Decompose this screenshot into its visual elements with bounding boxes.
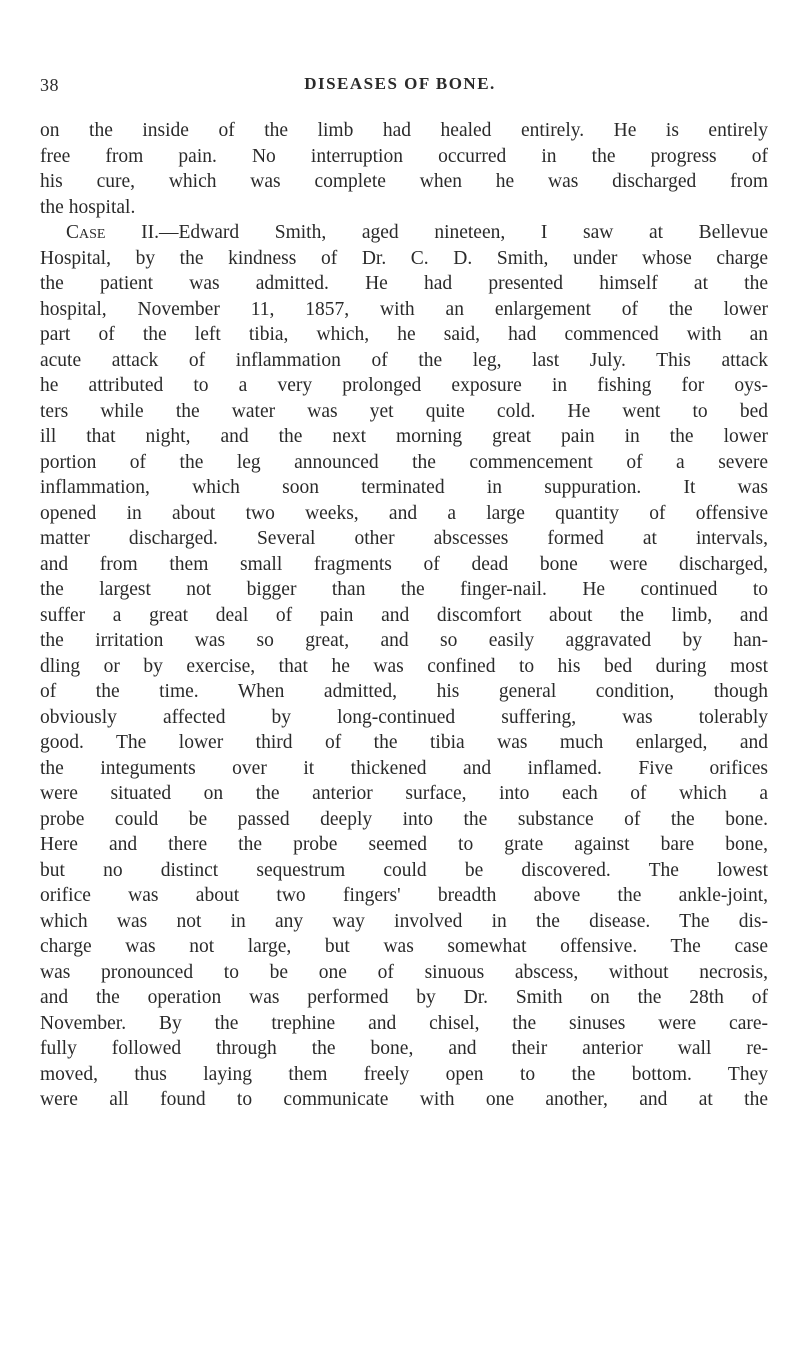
text-line: November. By the trephine and chisel, the sinuses were care- (40, 1012, 768, 1034)
text-line: of the time. When admitted, his general condition, though (40, 681, 768, 702)
text-line: the largest not bigger than the finger-nail. He continued to (40, 579, 768, 600)
text-line: the integuments over it thickened and inflamed. Five orifices (40, 757, 768, 779)
text-line: fully followed through the bone, and their anterior wall re- (40, 1038, 768, 1059)
text-line: good. The lower third of the tibia was much enlarged, and (40, 732, 768, 753)
text-line: matter discharged. Several other abscesses formed at intervals, (40, 528, 768, 549)
text-line: free from pain. No interruption occurred in the progress of (40, 145, 768, 167)
text-line: dling or by exercise, that he was confined to his bed during most (40, 655, 768, 677)
text-line: were all found to communicate with one another, and at the (40, 1089, 768, 1110)
case-line-text: II.—Edward Smith, aged nineteen, I saw at Bellevue (141, 222, 768, 243)
text-line: his cure, which was complete when he was discharged from (40, 171, 768, 192)
text-line: obviously affected by long-continued suffering, was tolerably (40, 706, 768, 728)
text-line: opened in about two weeks, and a large quantity of offensive (40, 502, 768, 524)
text-line: ters while the water was yet quite cold. He went to bed (40, 400, 768, 422)
text-line: Hospital, by the kindness of Dr. C. D. Smith, under whose charge (40, 247, 768, 269)
text-line: the patient was admitted. He had presented himself at the (40, 273, 768, 294)
text-line: moved, thus laying them freely open to the bottom. They (40, 1063, 768, 1085)
text-line: hospital, November 11, 1857, with an enlargement of the lower (40, 298, 768, 320)
body-text (40, 118, 768, 1113)
text-line: probe could be passed deeply into the substance of the bone. (40, 808, 768, 830)
case-heading-line (40, 220, 768, 246)
text-line: which was not in any way involved in the disease. The dis- (40, 910, 768, 932)
text-line: he attributed to a very prolonged exposure in fishing for oys- (40, 375, 768, 396)
text-line: the irritation was so great, and so easily aggravated by han- (40, 630, 768, 651)
text-line: on the inside of the limb had healed entirely. He is entirely (40, 120, 768, 141)
text-line: Here and there the probe seemed to grate against bare bone, (40, 834, 768, 855)
text-line: suffer a great deal of pain and discomfort about the limb, and (40, 604, 768, 626)
text-line: part of the left tibia, which, he said, had commenced with an (40, 324, 768, 345)
text-line: but no distinct sequestrum could be discovered. The lowest (40, 859, 768, 881)
text-line: acute attack of inflammation of the leg, last July. This attack (40, 349, 768, 371)
page-number: 38 (40, 75, 59, 95)
text-line: the hospital. (40, 196, 136, 218)
text-line: ill that night, and the next morning great pain in the lower (40, 426, 768, 447)
case-label: Case (66, 222, 106, 243)
text-line: orifice was about two fingers' breadth above the ankle-joint, (40, 885, 768, 906)
text-line: were situated on the anterior surface, into each of which a (40, 783, 768, 804)
text-line: portion of the leg announced the commencement of a severe (40, 451, 768, 473)
text-line: and from them small fragments of dead bone were discharged, (40, 553, 768, 575)
text-line: inflammation, which soon terminated in suppuration. It was (40, 477, 768, 498)
running-title: DISEASES OF BONE. (304, 74, 496, 93)
text-line: and the operation was performed by Dr. Smith on the 28th of (40, 987, 768, 1008)
text-line: charge was not large, but was somewhat offensive. The case (40, 936, 768, 957)
text-line: was pronounced to be one of sinuous abscess, without necrosis, (40, 961, 768, 983)
